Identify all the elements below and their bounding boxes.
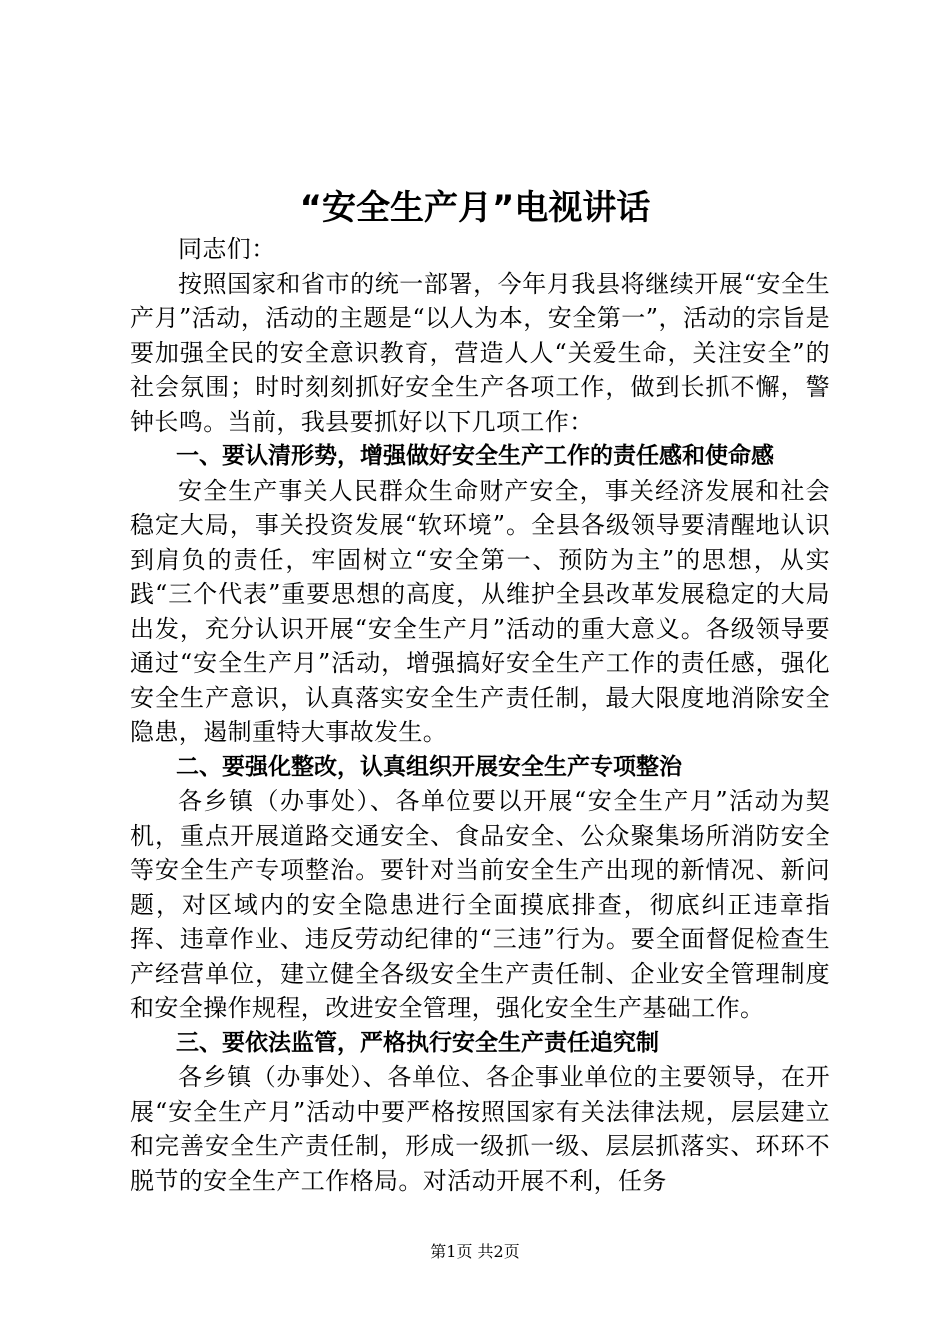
section-heading: 二、要强化整改，认真组织开展安全生产专项整治	[176, 753, 682, 780]
salutation: 同志们：	[178, 235, 276, 263]
section-heading: 三、要依法监管，严格执行安全生产责任追究制	[176, 1029, 659, 1056]
section-paragraph: 各乡镇（办事处）、各单位要以开展“安全生产月”活动为契机，重点开展道路交通安全、食品安全、公众聚集场所消防安全等安全生产专项整治。要针对当前安全生产出现的新情况、新问题，对区域内的安全隐患进行全面摸底排查，彻底纠正违章指挥、违章作业、违反劳动纪律的“三违”行为。要全面督促检查生产经营单位，建立健全各级安全生产责任制、企业安全管理制度和安全操作规程，改进安全管理，强化安全生产基础工作。	[130, 787, 830, 1022]
page-footer: 第1页 共2页	[430, 1242, 520, 1261]
intro-paragraph: 按照国家和省市的统一部署，今年月我县将继续开展“安全生产月”活动，活动的主题是“以人为本，安全第一”，活动的宗旨是要加强全民的安全意识教育，营造人人“关爱生命，关注安全”的社会氛围；时时刻刻抓好安全生产各项工作，做到长抓不懈，警钟长鸣。当前，我县要抓好以下几项工作：	[130, 269, 830, 436]
document-body	[130, 232, 830, 1198]
section-paragraph: 安全生产事关人民群众生命财产安全，事关经济发展和社会稳定大局，事关投资发展“软环境”。全县各级领导要清醒地认识到肩负的责任，牢固树立“安全第一、预防为主”的思想，从实践“三个代表”重要思想的高度，从维护全县改革发展稳定的大局出发，充分认识开展“安全生产月”活动的重大意义。各级领导要通过“安全生产月”活动，增强搞好安全生产工作的责任感，强化安全生产意识，认真落实安全生产责任制，最大限度地消除安全隐患，遏制重特大事故发生。	[130, 476, 830, 746]
section-paragraph: 各乡镇（办事处）、各单位、各企事业单位的主要领导，在开展“安全生产月”活动中要严格按照国家有关法律法规，层层建立和完善安全生产责任制，形成一级抓一级、层层抓落实、环环不脱节的安全生产工作格局。对活动开展不利，任务	[130, 1063, 830, 1195]
document-title: “安全生产月”电视讲话	[299, 188, 651, 228]
section-heading: 一、要认清形势，增强做好安全生产工作的责任感和使命感	[176, 443, 774, 469]
